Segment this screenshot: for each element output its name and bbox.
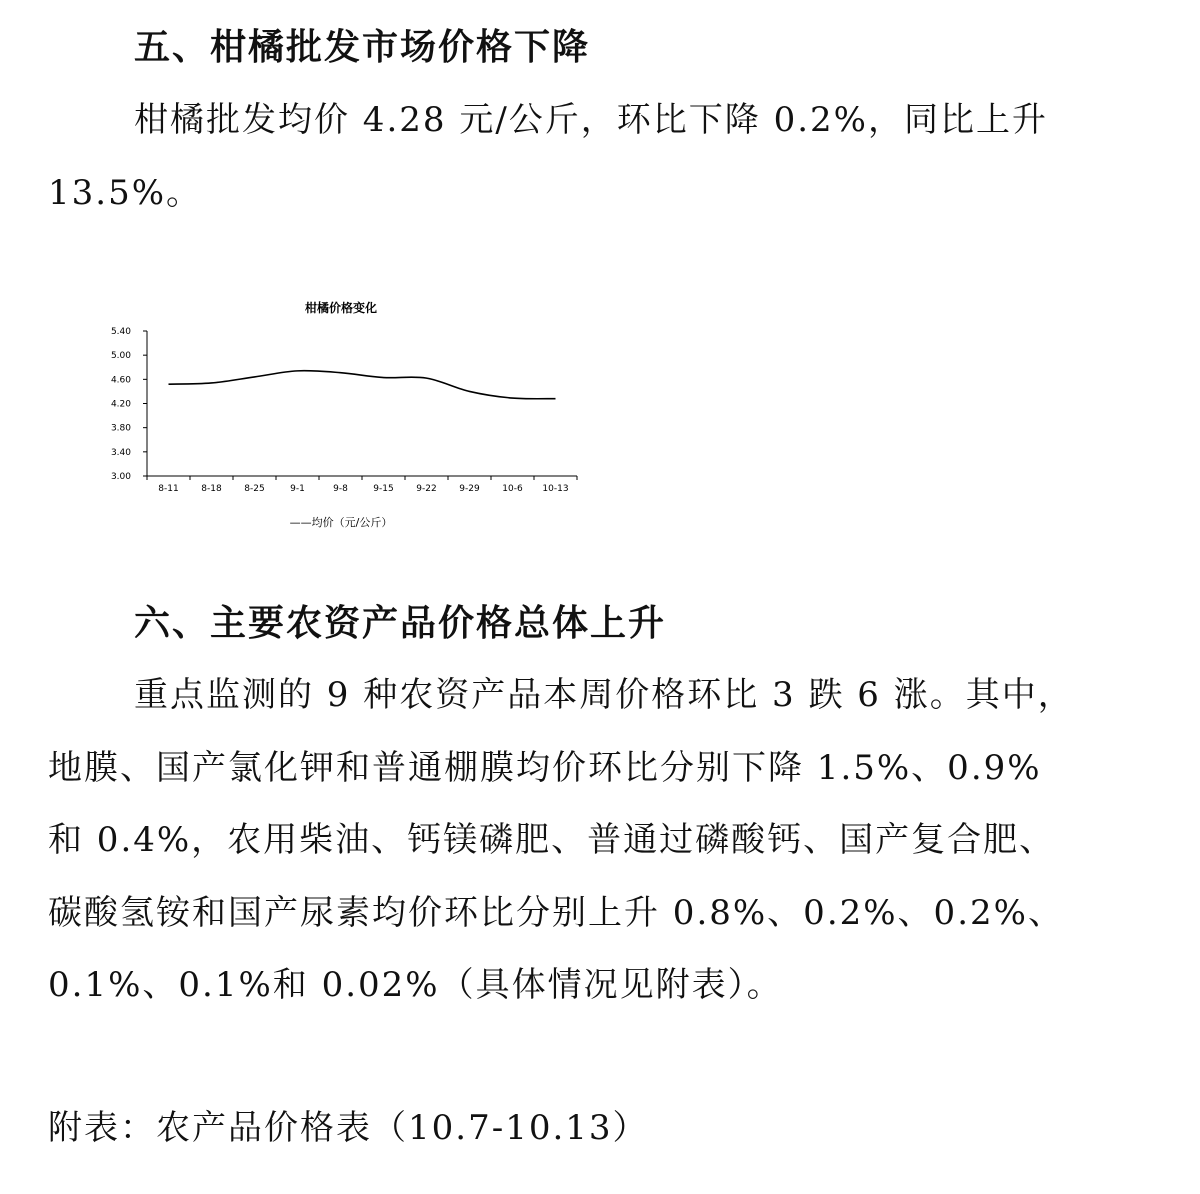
- y-tick-label: 3.80: [110, 423, 131, 434]
- y-tick-label: 5.40: [110, 327, 131, 337]
- x-tick-label: 9-29: [459, 484, 480, 494]
- x-tick-label: 10-6: [502, 484, 523, 494]
- y-tick-label: 3.40: [110, 447, 131, 458]
- appendix-label: 附表：农产品价格表（10.7-10.13）: [48, 1108, 649, 1148]
- section5-paragraph-line1: 柑橘批发均价 4.28 元/公斤，环比下降 0.2%，同比上升: [134, 100, 1048, 140]
- section6-line: 和 0.4%，农用柴油、钙镁磷肥、普通过磷酸钙、国产复合肥、: [48, 820, 1056, 860]
- y-tick-label: 4.60: [110, 375, 131, 386]
- chart-legend: ——均价（元/公斤）: [289, 516, 393, 529]
- x-tick-label: 9-1: [290, 484, 305, 494]
- x-tick-label: 9-22: [416, 484, 437, 494]
- x-tick-label: 10-13: [542, 484, 569, 494]
- x-tick-label: 9-8: [333, 484, 348, 494]
- section6-line: 重点监测的 9 种农资产品本周价格环比 3 跌 6 涨。其中，: [134, 675, 1074, 715]
- section6-line: 0.1%、0.1%和 0.02%（具体情况见附表）。: [48, 965, 783, 1005]
- x-tick-label: 9-15: [373, 484, 394, 494]
- section6-line: 碳酸氢铵和国产尿素均价环比分别上升 0.8%、0.2%、0.2%、: [48, 893, 1064, 933]
- y-tick-label: 4.20: [110, 399, 131, 410]
- series-line-average-price: [169, 371, 556, 399]
- x-tick-label: 8-11: [158, 484, 179, 494]
- x-tick-label: 8-18: [201, 484, 222, 494]
- section5-heading: 五、柑橘批发市场价格下降: [134, 27, 591, 68]
- section5-paragraph-line2: 13.5%。: [48, 173, 203, 213]
- y-tick-label: 3.00: [110, 472, 131, 482]
- section6-heading: 六、主要农资产品价格总体上升: [134, 603, 667, 644]
- x-tick-label: 8-25: [244, 484, 265, 494]
- chart-title: 柑橘价格变化: [304, 301, 378, 315]
- section6-line: 地膜、国产氯化钾和普通棚膜均价环比分别下降 1.5%、0.9%: [48, 748, 1042, 788]
- y-tick-label: 5.00: [110, 351, 131, 362]
- citrus-price-chart: [96, 292, 596, 542]
